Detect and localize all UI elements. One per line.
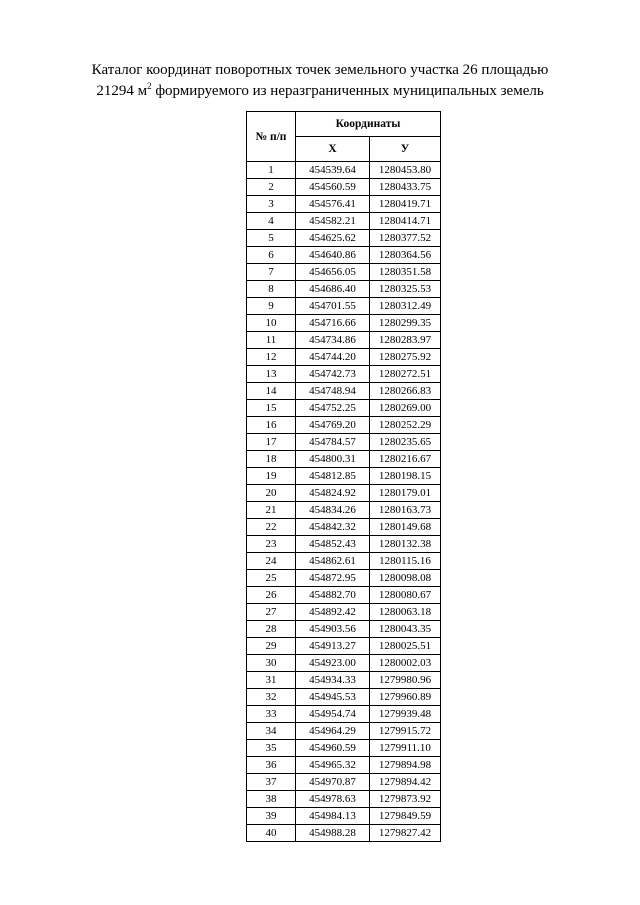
table-row (247, 672, 441, 689)
cell-y: 1279980.96 (370, 672, 441, 689)
cell-y: 1280283.97 (370, 332, 441, 349)
cell-point-number: 24 (247, 553, 296, 570)
table-row (247, 740, 441, 757)
cell-y: 1280132.38 (370, 536, 441, 553)
cell-x: 454539.64 (296, 162, 370, 179)
table-row (247, 315, 441, 332)
cell-x: 454988.28 (296, 825, 370, 842)
table-row (247, 417, 441, 434)
cell-point-number: 26 (247, 587, 296, 604)
table-row (247, 655, 441, 672)
cell-x: 454824.92 (296, 485, 370, 502)
table-header-row (247, 112, 441, 137)
cell-point-number: 12 (247, 349, 296, 366)
table-row (247, 723, 441, 740)
cell-point-number: 36 (247, 757, 296, 774)
table-row (247, 502, 441, 519)
cell-x: 454734.86 (296, 332, 370, 349)
coordinates-table (246, 111, 441, 842)
table-row (247, 604, 441, 621)
document-title (0, 60, 640, 102)
cell-point-number: 16 (247, 417, 296, 434)
table-row (247, 791, 441, 808)
table-row (247, 196, 441, 213)
cell-x: 454748.94 (296, 383, 370, 400)
cell-point-number: 6 (247, 247, 296, 264)
cell-y: 1279939.48 (370, 706, 441, 723)
cell-point-number: 15 (247, 400, 296, 417)
cell-x: 454970.87 (296, 774, 370, 791)
table-row (247, 298, 441, 315)
cell-point-number: 19 (247, 468, 296, 485)
cell-x: 454560.59 (296, 179, 370, 196)
cell-x: 454954.74 (296, 706, 370, 723)
cell-x: 454960.59 (296, 740, 370, 757)
cell-y: 1280269.00 (370, 400, 441, 417)
cell-y: 1280163.73 (370, 502, 441, 519)
cell-x: 454923.00 (296, 655, 370, 672)
table-row (247, 774, 441, 791)
table-row (247, 689, 441, 706)
header-y: У (370, 137, 441, 162)
cell-point-number: 29 (247, 638, 296, 655)
header-point-number: № п/п (247, 112, 296, 162)
cell-x: 454625.62 (296, 230, 370, 247)
cell-x: 454965.32 (296, 757, 370, 774)
cell-x: 454752.25 (296, 400, 370, 417)
table-row (247, 706, 441, 723)
cell-point-number: 21 (247, 502, 296, 519)
cell-x: 454903.56 (296, 621, 370, 638)
table-row (247, 825, 441, 842)
cell-y: 1279915.72 (370, 723, 441, 740)
cell-y: 1280419.71 (370, 196, 441, 213)
table-row (247, 162, 441, 179)
cell-x: 454784.57 (296, 434, 370, 451)
cell-point-number: 23 (247, 536, 296, 553)
cell-point-number: 37 (247, 774, 296, 791)
cell-x: 454576.41 (296, 196, 370, 213)
cell-y: 1279849.59 (370, 808, 441, 825)
cell-x: 454892.42 (296, 604, 370, 621)
cell-y: 1280312.49 (370, 298, 441, 315)
cell-y: 1280351.58 (370, 264, 441, 281)
title-line-1: Каталог координат поворотных точек земельного участка 26 площадью (91, 62, 549, 78)
cell-point-number: 4 (247, 213, 296, 230)
cell-y: 1280414.71 (370, 213, 441, 230)
cell-point-number: 2 (247, 179, 296, 196)
header-coordinates: Координаты (296, 112, 441, 137)
cell-point-number: 34 (247, 723, 296, 740)
cell-point-number: 32 (247, 689, 296, 706)
cell-y: 1280252.29 (370, 417, 441, 434)
cell-point-number: 20 (247, 485, 296, 502)
cell-x: 454882.70 (296, 587, 370, 604)
table-row (247, 213, 441, 230)
cell-point-number: 31 (247, 672, 296, 689)
table-row (247, 587, 441, 604)
table-row (247, 383, 441, 400)
cell-y: 1280216.67 (370, 451, 441, 468)
table-row (247, 468, 441, 485)
cell-point-number: 9 (247, 298, 296, 315)
cell-x: 454934.33 (296, 672, 370, 689)
cell-point-number: 38 (247, 791, 296, 808)
cell-y: 1280149.68 (370, 519, 441, 536)
table-row (247, 808, 441, 825)
table-row (247, 366, 441, 383)
table-row (247, 247, 441, 264)
cell-point-number: 28 (247, 621, 296, 638)
table-row (247, 553, 441, 570)
table-row (247, 570, 441, 587)
table-row (247, 400, 441, 417)
title-area-unit-power: 2 (147, 81, 152, 91)
cell-x: 454913.27 (296, 638, 370, 655)
cell-point-number: 22 (247, 519, 296, 536)
cell-x: 454964.29 (296, 723, 370, 740)
cell-y: 1279894.98 (370, 757, 441, 774)
cell-y: 1280272.51 (370, 366, 441, 383)
cell-y: 1279911.10 (370, 740, 441, 757)
cell-point-number: 5 (247, 230, 296, 247)
cell-x: 454640.86 (296, 247, 370, 264)
cell-y: 1280098.08 (370, 570, 441, 587)
cell-y: 1279873.92 (370, 791, 441, 808)
table-row (247, 434, 441, 451)
cell-y: 1280002.03 (370, 655, 441, 672)
table-row (247, 349, 441, 366)
cell-y: 1280364.56 (370, 247, 441, 264)
cell-y: 1280198.15 (370, 468, 441, 485)
table-row (247, 638, 441, 655)
cell-x: 454769.20 (296, 417, 370, 434)
table-body (247, 162, 441, 842)
cell-point-number: 40 (247, 825, 296, 842)
cell-y: 1280433.75 (370, 179, 441, 196)
table-row (247, 264, 441, 281)
cell-point-number: 35 (247, 740, 296, 757)
cell-y: 1280179.01 (370, 485, 441, 502)
cell-x: 454852.43 (296, 536, 370, 553)
cell-x: 454582.21 (296, 213, 370, 230)
table-row (247, 757, 441, 774)
table-row (247, 519, 441, 536)
cell-x: 454862.61 (296, 553, 370, 570)
cell-x: 454978.63 (296, 791, 370, 808)
cell-y: 1280275.92 (370, 349, 441, 366)
cell-y: 1280043.35 (370, 621, 441, 638)
cell-y: 1279827.42 (370, 825, 441, 842)
table-row (247, 230, 441, 247)
cell-y: 1280266.83 (370, 383, 441, 400)
cell-x: 454742.73 (296, 366, 370, 383)
cell-point-number: 1 (247, 162, 296, 179)
cell-point-number: 10 (247, 315, 296, 332)
table-row (247, 332, 441, 349)
cell-y: 1280377.52 (370, 230, 441, 247)
cell-y: 1280299.35 (370, 315, 441, 332)
cell-x: 454701.55 (296, 298, 370, 315)
title-area: 21294 м (96, 83, 148, 99)
header-x: Х (296, 137, 370, 162)
cell-x: 454872.95 (296, 570, 370, 587)
cell-x: 454744.20 (296, 349, 370, 366)
cell-x: 454945.53 (296, 689, 370, 706)
table-row (247, 536, 441, 553)
cell-point-number: 17 (247, 434, 296, 451)
cell-y: 1280325.53 (370, 281, 441, 298)
cell-x: 454716.66 (296, 315, 370, 332)
cell-x: 454656.05 (296, 264, 370, 281)
cell-y: 1280115.16 (370, 553, 441, 570)
cell-y: 1280235.65 (370, 434, 441, 451)
cell-point-number: 3 (247, 196, 296, 213)
cell-point-number: 7 (247, 264, 296, 281)
table-row (247, 451, 441, 468)
cell-y: 1279894.42 (370, 774, 441, 791)
cell-x: 454834.26 (296, 502, 370, 519)
title-line-2 (0, 81, 640, 102)
cell-point-number: 30 (247, 655, 296, 672)
cell-point-number: 13 (247, 366, 296, 383)
cell-y: 1280080.67 (370, 587, 441, 604)
cell-x: 454800.31 (296, 451, 370, 468)
cell-point-number: 14 (247, 383, 296, 400)
cell-x: 454686.40 (296, 281, 370, 298)
cell-point-number: 18 (247, 451, 296, 468)
cell-y: 1280025.51 (370, 638, 441, 655)
table-row (247, 179, 441, 196)
cell-point-number: 11 (247, 332, 296, 349)
table-row (247, 621, 441, 638)
cell-y: 1279960.89 (370, 689, 441, 706)
cell-x: 454842.32 (296, 519, 370, 536)
cell-point-number: 8 (247, 281, 296, 298)
cell-x: 454984.13 (296, 808, 370, 825)
cell-point-number: 27 (247, 604, 296, 621)
table-row (247, 281, 441, 298)
table-row (247, 485, 441, 502)
title-rest: формируемого из неразграниченных муниципальных земель (151, 83, 544, 99)
cell-point-number: 25 (247, 570, 296, 587)
cell-y: 1280063.18 (370, 604, 441, 621)
cell-y: 1280453.80 (370, 162, 441, 179)
cell-x: 454812.85 (296, 468, 370, 485)
cell-point-number: 33 (247, 706, 296, 723)
cell-point-number: 39 (247, 808, 296, 825)
